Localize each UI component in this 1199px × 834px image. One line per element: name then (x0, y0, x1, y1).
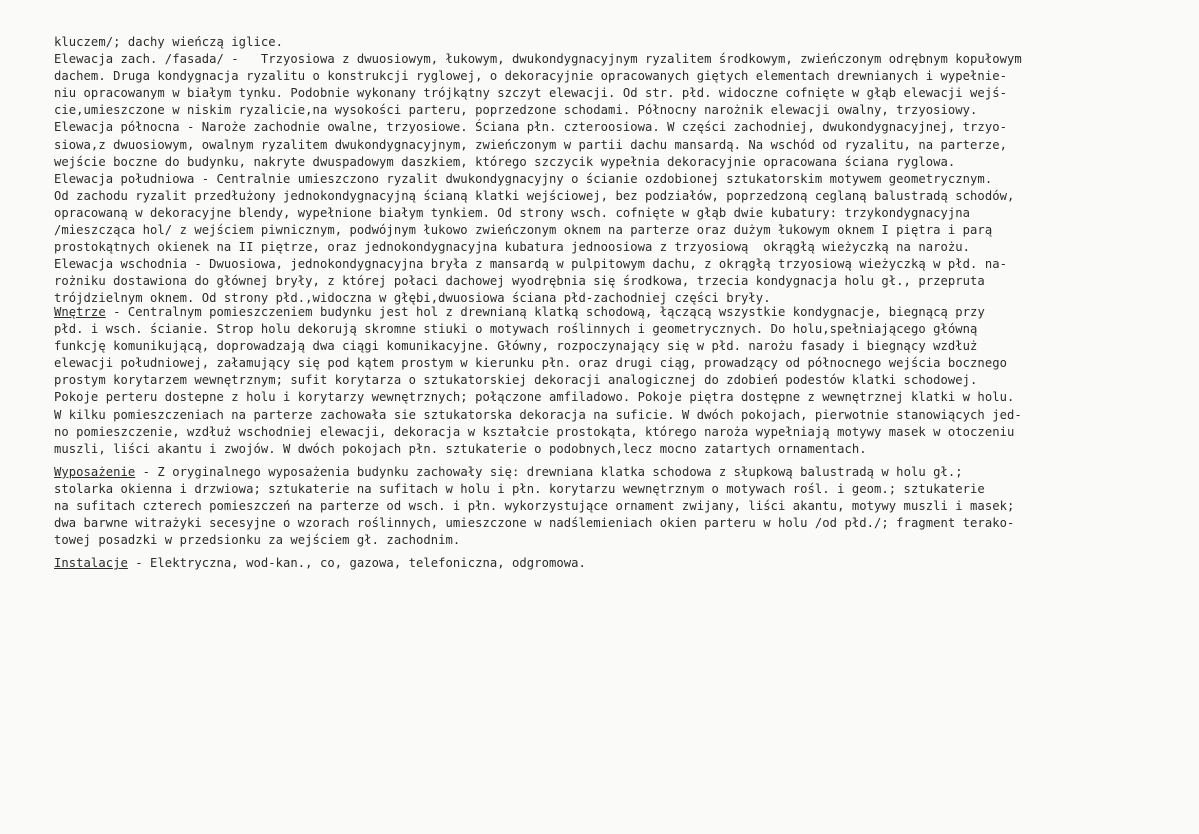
text-line (54, 555, 1164, 572)
text-line: no pomieszczenie, wzdłuż wschodniej elewacji, dekoracja w kształcie prostokąta, którego naroża wypełniają motywy masek w otoczeniu (54, 424, 1015, 439)
text-span: - Elektryczna, wod-kan., co, gazowa, telefoniczna, odgromowa. (127, 556, 586, 570)
text-line: Pokoje perteru dostepne z holu i korytarzy wewnętrznych; połączone amfiladowo. Pokoje piętra dostępne z wewnętrznej klatki w holu. (54, 390, 1015, 405)
text-line: funkcję komunikującą, doprowadzają dwa ciągi komunikacyjne. Główny, rozpoczynający się w płd. narożu fasady i biegnący wzdłuż (54, 339, 978, 354)
text-line: Elewacja wschodnia - Dwuosiowa, jednokondygnacyjna bryła z mansardą w pulpitowym dachu, z okrągłą trzyosiową wieżyczką w płd. na- (54, 257, 1007, 272)
text-line: trójdzielnym oknem. Od strony płd.,widoczna w głębi,dwuosiowa ściana płd-zachodniej części bryły. (54, 291, 771, 306)
text-line: prostokątnych okienek na II piętrze, oraz jednokondygnacyjna kubatura jednoosiowa z trzyosiową okrągłą wieżyczką na narożu. (54, 240, 971, 255)
text-line: /mieszcząca hol/ z wejściem piwnicznym, podwójnym łukowo zwieńczonym oknem na parterze oraz dużym łukowym oknem I piętra i parą (54, 223, 993, 238)
text-line: płd. i wsch. ścianie. Strop holu dekorują skromne stiuki o motywach roślinnych i geometrycznych. Do holu,spełniającego główną (54, 322, 978, 337)
text-line: Elewacja północna - Naroże zachodnie owalne, trzyosiowe. Ściana płn. czteroosiowa. W części zachodniej, dwukondygnacyjnej, trzyo- (54, 120, 1007, 135)
section-heading: Wyposażenie (54, 465, 136, 479)
text-line: elewacji południowej, załamujący się pod kątem prostym w kierunku płn. oraz drugi ciąg, prowadzący od północnego wejścia bocznego (54, 356, 1007, 371)
text-line: W kilku pomieszczeniach na parterze zachowała sie sztukatorska dekoracja na suficie. W dwóch pokojach, pierwotnie stanowiących jed- (54, 407, 1022, 422)
text-line: rożniku dostawiona do głównej bryły, z której połaci dachowej wyodrębnia się środkowa, trzecia kondygnacja holu gł., przepruta (54, 274, 985, 289)
section-heading: Wnętrze (54, 305, 106, 319)
text-line: wejście boczne do budynku, nakryte dwuspadowym daszkiem, którego szczycik wypełnia dekoracyjnie opracowana ściana ryglowa. (54, 154, 956, 169)
text-line: opracowaną w dekoracyjne blendy, wypełnione białym tynkiem. Od strony wsch. cofnięte w głąb dwie kubatury: trzykondygnacyjna (54, 205, 971, 220)
section-heading: Instalacje (54, 556, 128, 570)
text-line: Od zachodu ryzalit przedłużony jednokondygnacyjną ścianą klatki wejściowej, bez podziałów, poprzedzoną ceglaną balustradą schodów, (54, 188, 1015, 203)
text-line: muszli, liści akantu i zwojów. W dwóch pokojach płn. sztukaterie o podobnych,lecz mocno zatartych ornamentach. (54, 441, 867, 456)
text-line: dachem. Druga kondygnacja ryzalitu o konstrukcji ryglowej, o dekoracyjnie opracowanych giętych elementach drewnianych i wypełnie- (54, 69, 1007, 84)
text-line (54, 304, 1164, 321)
text-line: cie,umieszczone w niskim ryzalicie,na wysokości parteru, poprzedzone schodami. Północny narożnik elewacji owalny, trzyosiowy. (54, 103, 978, 118)
text-line: na sufitach czterech pomieszczeń na parterze od wsch. i płn. wykorzystujące ornament zwijany, liści akantu, motywy muszli i masek; (54, 499, 1015, 514)
text-line: Elewacja zach. /fasada/ - Trzyosiowa z dwuosiowym, łukowym, dwukondygnacyjnym ryzalitem środkowym, zwieńczonym odrębnym kopułowym (54, 52, 1022, 67)
text-line: dwa barwne witrażyki secesyjne o wzorach roślinnych, umieszczone w nadślemieniach okien parteru w holu /od płd./; fragment terako- (54, 516, 1015, 531)
text-line: towej posadzki w przedsionku za wejściem gł. zachodnim. (54, 533, 461, 548)
text-span: - Z oryginalnego wyposażenia budynku zachowały się: drewniana klatka schodowa z słupkową balustradą w holu gł.; (135, 465, 963, 479)
text-line: niu opracowanym w białym tynku. Podobnie wykonany trójkątny szczyt elewacji. Od str. płd. widoczne cofnięte w głąb elewacji wejś- (54, 86, 1007, 101)
elevations-section (54, 34, 1164, 308)
text-span: - Centralnym pomieszczeniem budynku jest hol z drewnianą klatką schodową, łączącą wszystkie kondygnacje, biegnącą przy (105, 305, 985, 319)
text-line: prostym korytarzem wewnętrznym; sufit korytarza o sztukatorskiej dekoracji analogicznej do zdobień podestów klatki schodowej. (54, 373, 978, 388)
equipment-section (54, 464, 1164, 549)
installations-section (54, 555, 1164, 572)
text-line: Elewacja południowa - Centralnie umieszczono ryzalit dwukondygnacyjny o ścianie ozdobionej sztukatorskim motywem geometrycznym. (54, 171, 993, 186)
interior-section (54, 304, 1164, 458)
text-line: stolarka okienna i drzwiowa; sztukaterie na sufitach w holu i płn. korytarzu wewnętrznym o motywach rośl. i geom.; sztukaterie (54, 482, 985, 497)
text-line (54, 464, 1164, 481)
text-line: kluczem/; dachy wieńczą iglice. (54, 35, 284, 49)
text-line: siowa,z dwuosiowym, owalnym ryzalitem dwukondygnacyjnym, zwieńczonym w partii dachu mansardą. Na wschód od ryzalitu, na parterze, (54, 137, 1007, 152)
